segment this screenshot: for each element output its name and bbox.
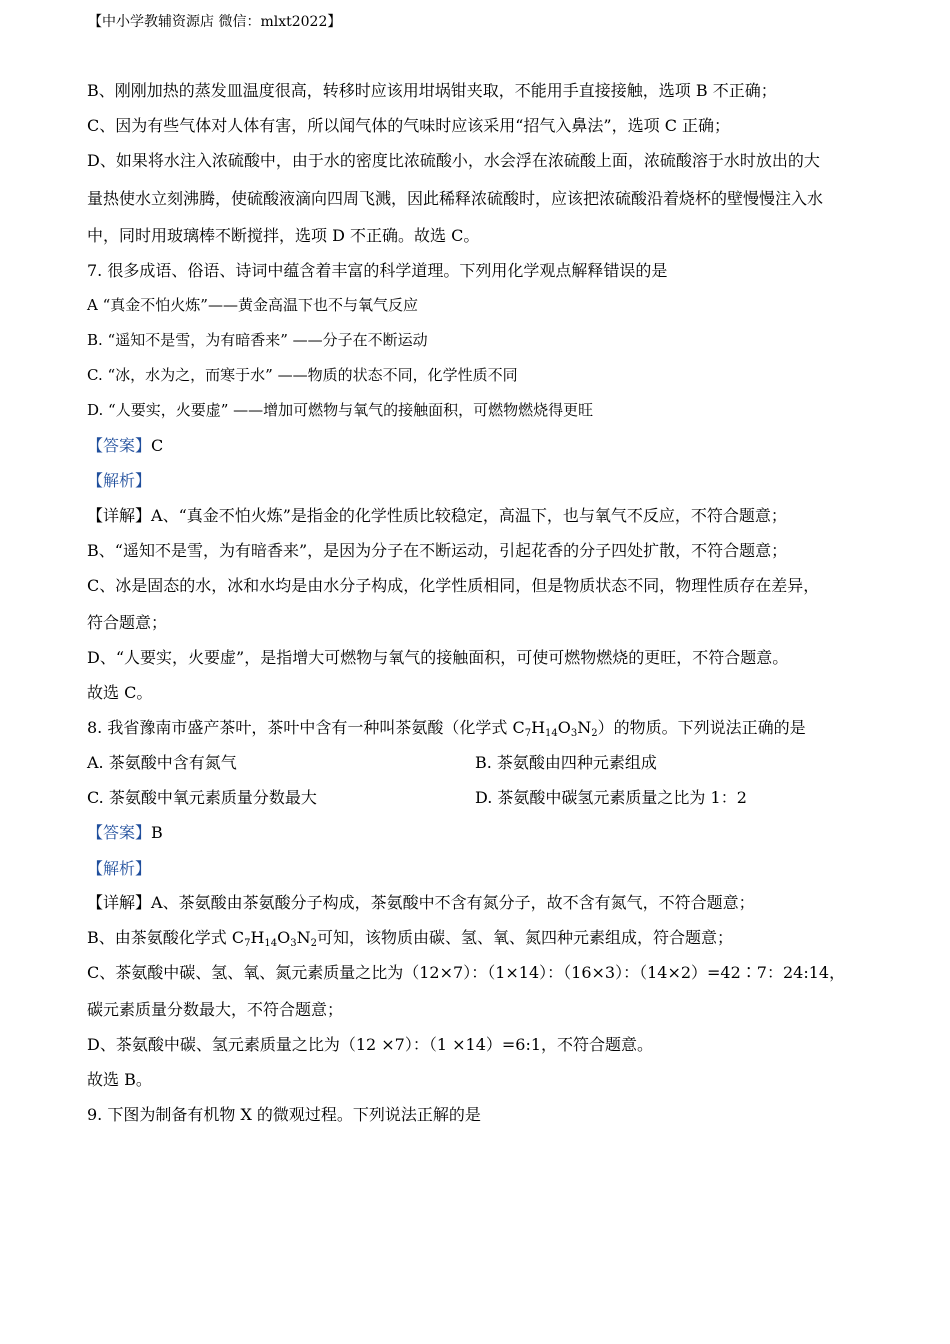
q8-detail-b [87, 928, 734, 949]
formula-o-sub: 3 [570, 728, 578, 739]
q6-detail-c: C、因为有些气体对人体有害，所以闻气体的气味时应该采用“招气入鼻法”，选项 C 正确； [87, 116, 731, 135]
answer-tag: 【答案】 [87, 436, 152, 455]
q6-detail-d-line3: 中，同时用玻璃棒不断搅拌，选项 D 不正确。故选 C。 [87, 226, 480, 245]
formula-n: N [577, 718, 592, 737]
q7-option-c: C. “冰，水为之，而寒于水” ——物质的状态不同，化学性质不同 [87, 366, 518, 384]
formula-c-sub: 7 [244, 938, 251, 949]
formula-h-sub: 14 [264, 938, 278, 949]
q7-detail-c-line2: 符合题意； [87, 613, 168, 632]
q8-option-c: C. 茶氨酸中氧元素质量分数最大 [87, 788, 317, 807]
q8-option-d: D. 茶氨酸中碳氢元素质量之比为 1：2 [475, 788, 747, 807]
q7-detail-d: D、“人要实，火要虚”，是指增大可燃物与氧气的接触面积，可使可燃物燃烧的更旺，不符合题意。 [87, 648, 789, 667]
answer-tag: 【答案】 [87, 823, 152, 842]
answer-value: B [151, 823, 163, 842]
q7-option-b: B. “遥知不是雪，为有暗香来” ——分子在不断运动 [87, 331, 428, 349]
formula-h: H [531, 718, 546, 737]
formula-n: N [296, 928, 311, 947]
q8-stem-post: ）的物质。下列说法正确的是 [597, 718, 806, 737]
q7-stem: 7. 很多成语、俗语、诗词中蕴含着丰富的科学道理。下列用化学观点解释错误的是 [87, 261, 668, 280]
q8-option-b: B. 茶氨酸由四种元素组成 [475, 753, 657, 772]
q7-analysis-tag [87, 473, 151, 489]
q7-option-a: A “真金不怕火炼”——黄金高温下也不与氧气反应 [87, 296, 418, 314]
analysis-tag: 【解析】 [87, 471, 152, 490]
q7-detail-b: B、“遥知不是雪，为有暗香来”，是因为分子在不断运动，引起花香的分子四处扩散，不符合题意； [87, 541, 788, 560]
q6-detail-d-line1: D、如果将水注入浓硫酸中，由于水的密度比浓硫酸小，水会浮在浓硫酸上面，浓硫酸溶于水时放出的大 [87, 151, 820, 170]
formula-n-sub: 2 [591, 728, 598, 739]
q9-stem: 9. 下图为制备有机物 X 的微观过程。下列说法正解的是 [87, 1105, 481, 1124]
formula-o: O [557, 718, 571, 737]
q8-conclusion: 故选 B。 [87, 1070, 152, 1089]
analysis-tag: 【解析】 [87, 859, 152, 878]
detail-tag: 【详解】 [87, 506, 152, 525]
page-header: 【中小学教辅资源店 微信：mlxt2022】 [88, 14, 342, 30]
formula-h: H [250, 928, 265, 947]
detail-text: A、茶氨酸由茶氨酸分子构成，茶氨酸中不含有氮分子，故不含有氮气，不符合题意； [151, 893, 755, 912]
q8-analysis-tag [87, 861, 151, 877]
q8-answer [87, 825, 163, 841]
q8-stem-pre: 8. 我省豫南市盛产茶叶，茶叶中含有一种叫茶氨酸（化学式 C [87, 718, 525, 737]
detail-tag: 【详解】 [87, 893, 152, 912]
formula-c-sub: 7 [524, 728, 532, 739]
q8-detail-c-line1: C、茶氨酸中碳、氢、氧、氮元素质量之比为（12×7）：（1×14）：（16×3）：（14×2）=42∶7：24:14， [87, 963, 846, 982]
q8-option-a: A. 茶氨酸中含有氮气 [87, 753, 237, 772]
formula-h-sub: 14 [545, 728, 558, 739]
q8-detail-b-post: 可知，该物质由碳、氢、氧、氮四种元素组成，符合题意； [317, 928, 734, 947]
q7-detail-a [87, 508, 787, 524]
q7-conclusion: 故选 C。 [87, 683, 153, 702]
q7-detail-c-line1: C、冰是固态的水，冰和水均是由水分子构成，化学性质相同，但是物质状态不同，物理性质存在差异， [87, 576, 820, 595]
q6-detail-b: B、刚刚加热的蒸发皿温度很高，转移时应该用坩埚钳夹取，不能用手直接接触，选项 B 不正确； [87, 81, 777, 100]
q6-detail-d-line2: 量热使水立刻沸腾，使硫酸液滴向四周飞溅，因此稀释浓硫酸时，应该把浓硫酸沿着烧杯的壁慢慢注入水 [87, 189, 824, 208]
q7-option-d: D. “人要实，火要虚” ——增加可燃物与氧气的接触面积，可燃物燃烧得更旺 [87, 401, 594, 419]
q8-detail-a [87, 895, 755, 911]
q8-detail-b-pre: B、由茶氨酸化学式 C [87, 928, 245, 947]
detail-text: A、“真金不怕火炼”是指金的化学性质比较稳定，高温下，也与氧气不反应，不符合题意； [151, 506, 787, 525]
q8-stem [87, 718, 806, 739]
answer-value: C [151, 436, 164, 455]
q7-answer [87, 438, 163, 454]
q8-detail-c-line2: 碳元素质量分数最大，不符合题意； [87, 1000, 344, 1019]
formula-o: O [277, 928, 291, 947]
q8-detail-d: D、茶氨酸中碳、氢元素质量之比为（12 ×7）：（1 ×14）=6:1，不符合题意。 [87, 1035, 654, 1054]
formula-n-sub: 2 [310, 938, 318, 949]
formula-o-sub: 3 [290, 938, 297, 949]
